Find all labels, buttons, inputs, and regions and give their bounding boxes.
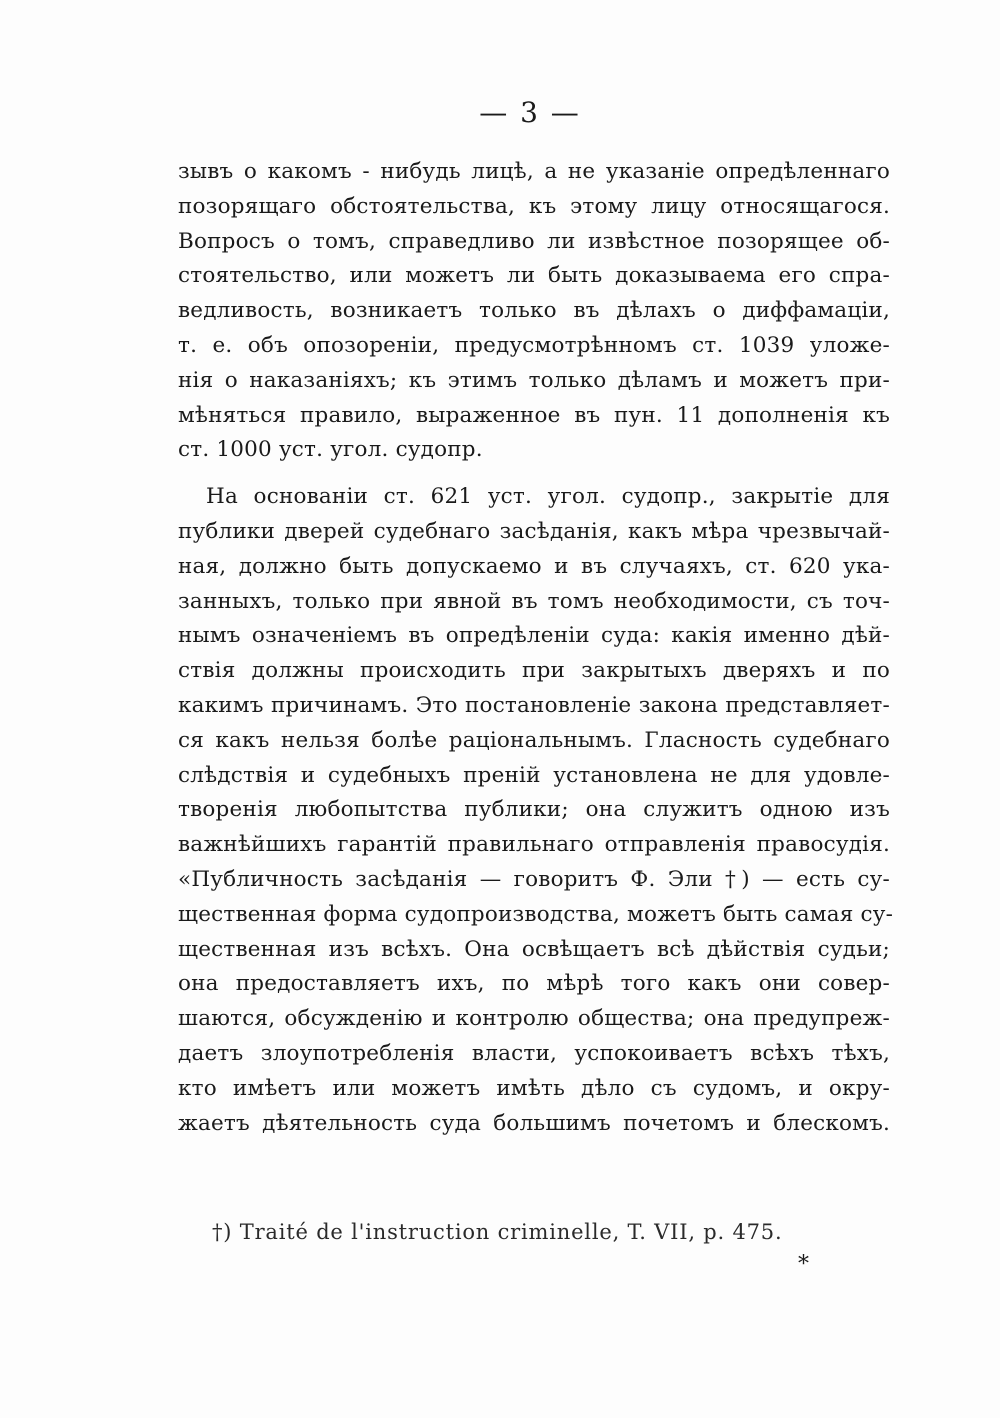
text-line: творенія любопытства публики; она служитъ одною изъ [178,797,890,823]
text-line: важнѣйшихъ гарантій правильнаго отправленія правосудія. [178,832,890,858]
paragraph [178,480,894,1141]
text-line: ствія должны происходить при закрытыхъ дверяхъ и по [178,658,890,684]
text-line: щественная изъ всѣхъ. Она освѣщаетъ всѣ дѣйствія судьи; [178,936,890,962]
body-text [178,155,894,1141]
text-line: стоятельство, или можетъ ли быть доказываема его спра- [178,263,890,289]
text-line: шаются, обсужденію и контролю общества; она предупреж- [178,1006,890,1032]
text-line: слѣдствія и судебныхъ преній установлена не для удовле- [178,762,890,788]
text-line: ная, должно быть допускаемо и въ случаяхъ, ст. 620 ука- [178,553,890,579]
text-line: ст. 1000 уст. угол. судопр. [178,437,483,463]
text-line: нымъ означеніемъ въ опредѣленіи суда: какія именно дѣй- [178,623,890,649]
text-line: мѣняться правило, выраженное въ пун. 11 дополненія къ [178,402,890,428]
text-line: она предоставляетъ ихъ, по мѣрѣ того какъ они совер- [178,971,890,997]
text-line: кто имѣетъ или можетъ имѣть дѣло съ судомъ, и окру- [178,1075,890,1101]
text-line: нія о наказаніяхъ; къ этимъ только дѣламъ и можетъ при- [178,367,890,393]
text-line: На основаніи ст. 621 уст. угол. судопр., закрытіе для [206,484,890,510]
text-line: жаетъ дѣятельность суда большимъ почетомъ и блескомъ. [178,1110,890,1136]
text-line: даетъ злоупотребленія власти, успокоиваетъ всѣхъ тѣхъ, [178,1040,890,1066]
text-line: публики дверей судебнаго засѣданія, какъ мѣра чрезвычай- [178,518,890,544]
text-line: «Публичность засѣданія — говоритъ Ф. Эли †) — есть су- [178,866,890,892]
text-line: Вопросъ о томъ, справедливо ли извѣстное позорящее об- [178,228,890,254]
signature-mark: * [798,1252,809,1277]
text-line: ся какъ нельзя болѣе раціональнымъ. Гласность судебнаго [178,727,890,753]
text-line: какимъ причинамъ. Это постановленіе закона представляет- [178,692,890,718]
text-line: т. е. объ опозореніи, предусмотрѣнномъ ст. 1039 уложе- [178,332,890,358]
text-line: позорящаго обстоятельства, къ этому лицу относящагося. [178,193,890,219]
footnote: †) Traité de l'instruction criminelle, T. VII, p. 475. [212,1220,783,1244]
page-number: — 3 — [479,96,581,129]
paragraph [178,155,890,468]
text-line: занныхъ, только при явной въ томъ необходимости, съ точ- [178,588,890,614]
text-line: ведливость, возникаетъ только въ дѣлахъ о диффамаціи, [178,298,890,324]
text-line: щественная форма судопроизводства, можетъ быть самая су- [178,901,894,927]
text-line: зывъ о какомъ - нибудь лицѣ, а не указаніе опредѣленнаго [178,159,890,184]
